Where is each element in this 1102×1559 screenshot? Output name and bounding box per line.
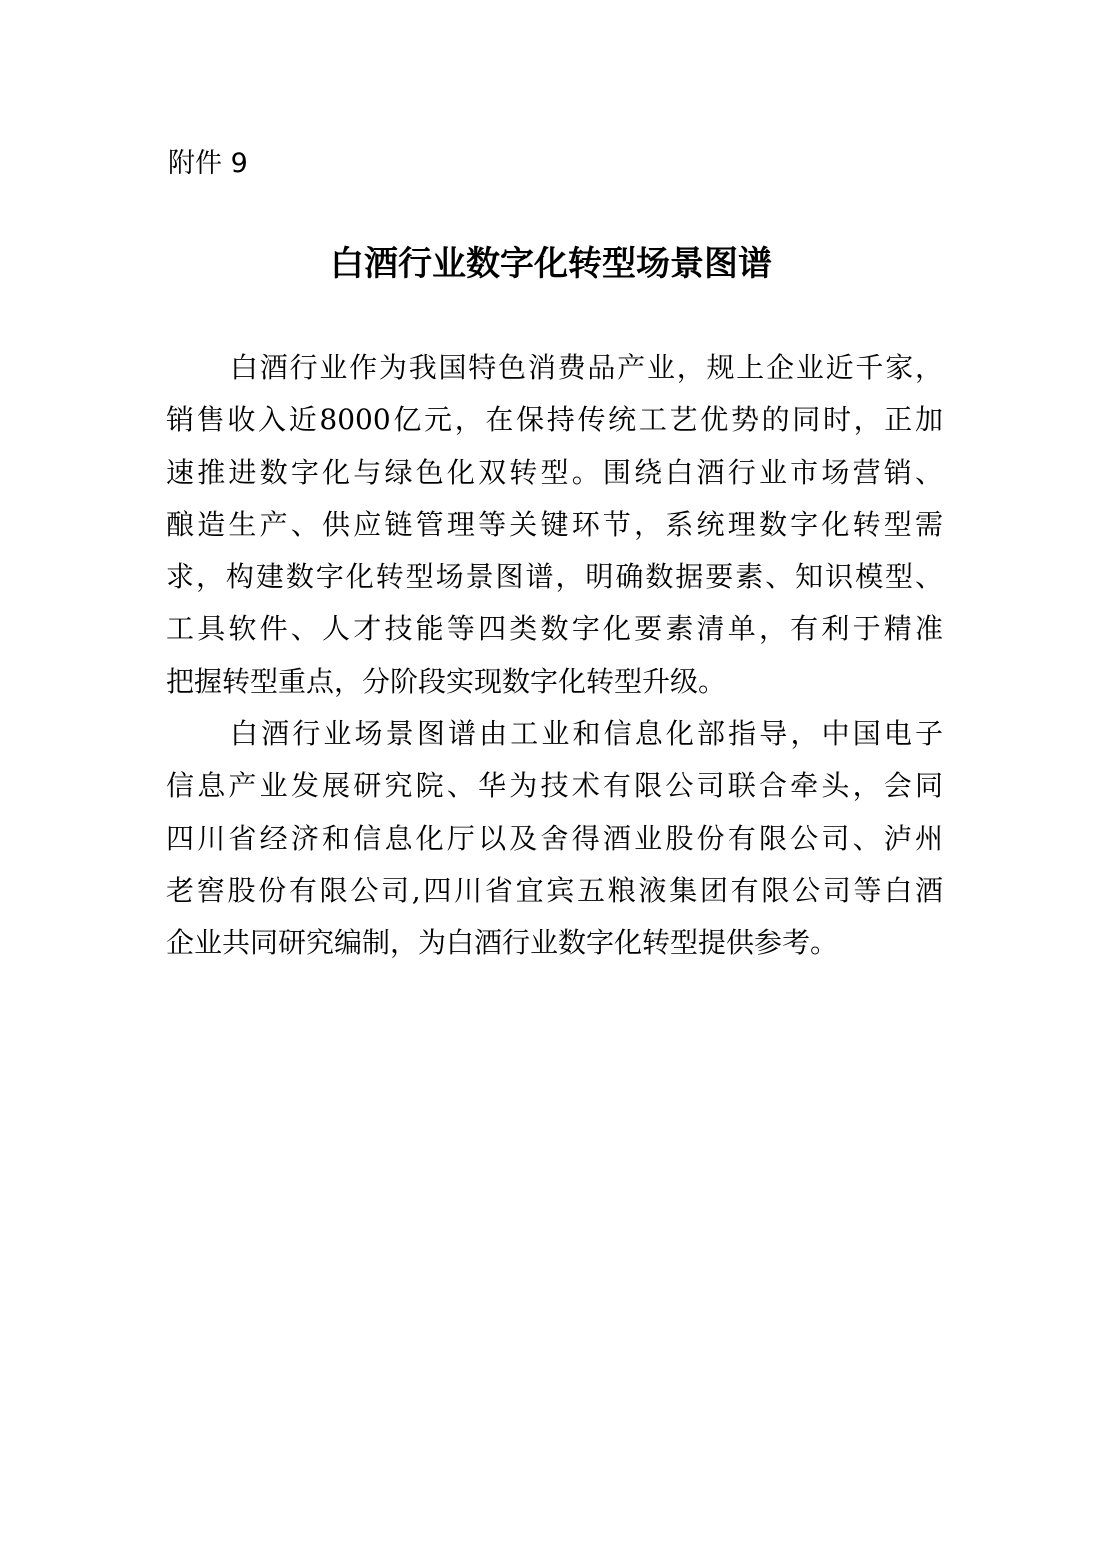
paragraph-line: 速推进数字化与绿色化双转型。围绕白酒行业市场营销、 [166,455,943,489]
paragraph-line: 白酒行业场景图谱由工业和信息化部指导，中国电子 [230,717,943,751]
paragraph-line: 老窖股份有限公司,四川省宜宾五粮液集团有限公司等白酒 [166,873,943,907]
paragraph-line: 求，构建数字化转型场景图谱，明确数据要素、知识模型、 [166,560,943,594]
paragraph-line: 企业共同研究编制，为白酒行业数字化转型提供参考。 [166,926,839,960]
paragraph-line: 把握转型重点，分阶段实现数字化转型升级。 [166,664,727,698]
paragraph-intro [166,342,943,708]
paragraph-line: 销售收入近8000亿元，在保持传统工艺优势的同时，正加 [166,403,943,437]
attachment-label: 附件 9 [168,148,248,179]
paragraph-line: 酿造生产、供应链管理等关键环节，系统理数字化转型需 [166,507,943,541]
paragraph-line: 白酒行业作为我国特色消费品产业，规上企业近千家， [230,351,943,384]
document-title: 白酒行业数字化转型场景图谱 [330,244,772,284]
paragraph-line: 四川省经济和信息化厅以及舍得酒业股份有限公司、泸州 [166,821,943,855]
paragraph-authors [166,708,943,969]
document-body [166,342,943,970]
paragraph-line: 信息产业发展研究院、华为技术有限公司联合牵头，会同 [166,769,943,803]
paragraph-line: 工具软件、人才技能等四类数字化要素清单，有利于精准 [166,612,943,646]
